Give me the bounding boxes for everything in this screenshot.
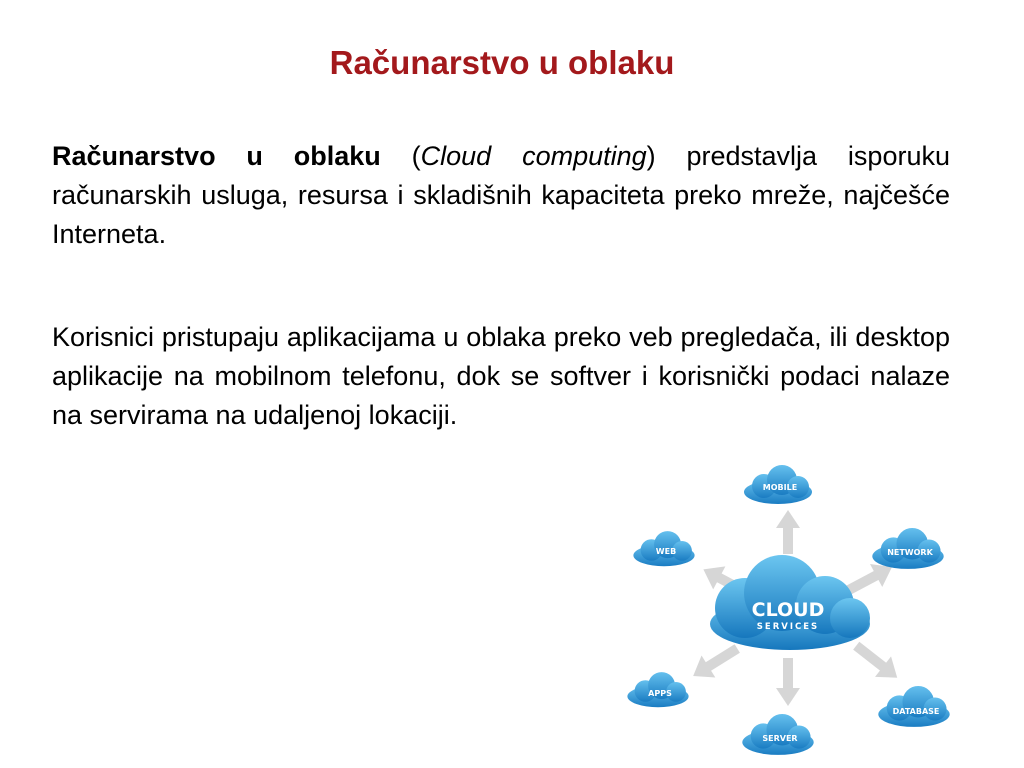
paragraph-usage: Korisnici pristupaju aplikacijama u oblaka preko veb pregledača, ili desktop aplikacije na mobilnom telefonu, dok se softver i korisnički podaci nalaze na servirama na udaljenoj lokaciji. [52, 322, 950, 430]
label-mobile: MOBILE [762, 483, 798, 492]
arrow-down-server [776, 658, 800, 706]
arrow-database [848, 635, 905, 688]
arrow-up-mobile [776, 510, 800, 554]
definition-text: ) predstavlja isporuku računarskih usluga, resursa i skladišnih kapaciteta preko mreže, najčešće Interneta. [52, 141, 950, 249]
definition-term: Računarstvo u oblaku [52, 141, 381, 171]
label-apps: APPS [648, 689, 672, 698]
slide-title: Računarstvo u oblaku [329, 44, 675, 81]
label-web: WEB [655, 547, 677, 556]
cloud-label-sub: SERVICES [756, 622, 820, 632]
paragraph-definition [52, 137, 950, 254]
arrow-apps [686, 637, 744, 687]
label-network: NETWORK [887, 548, 933, 557]
cloud-services-diagram [622, 458, 962, 763]
label-server: SERVER [762, 734, 798, 743]
definition-term-english: Cloud computing [420, 141, 647, 171]
paren-open: ( [380, 141, 421, 171]
cloud-label-main: CLOUD [751, 599, 825, 621]
label-database: DATABASE [892, 707, 940, 716]
